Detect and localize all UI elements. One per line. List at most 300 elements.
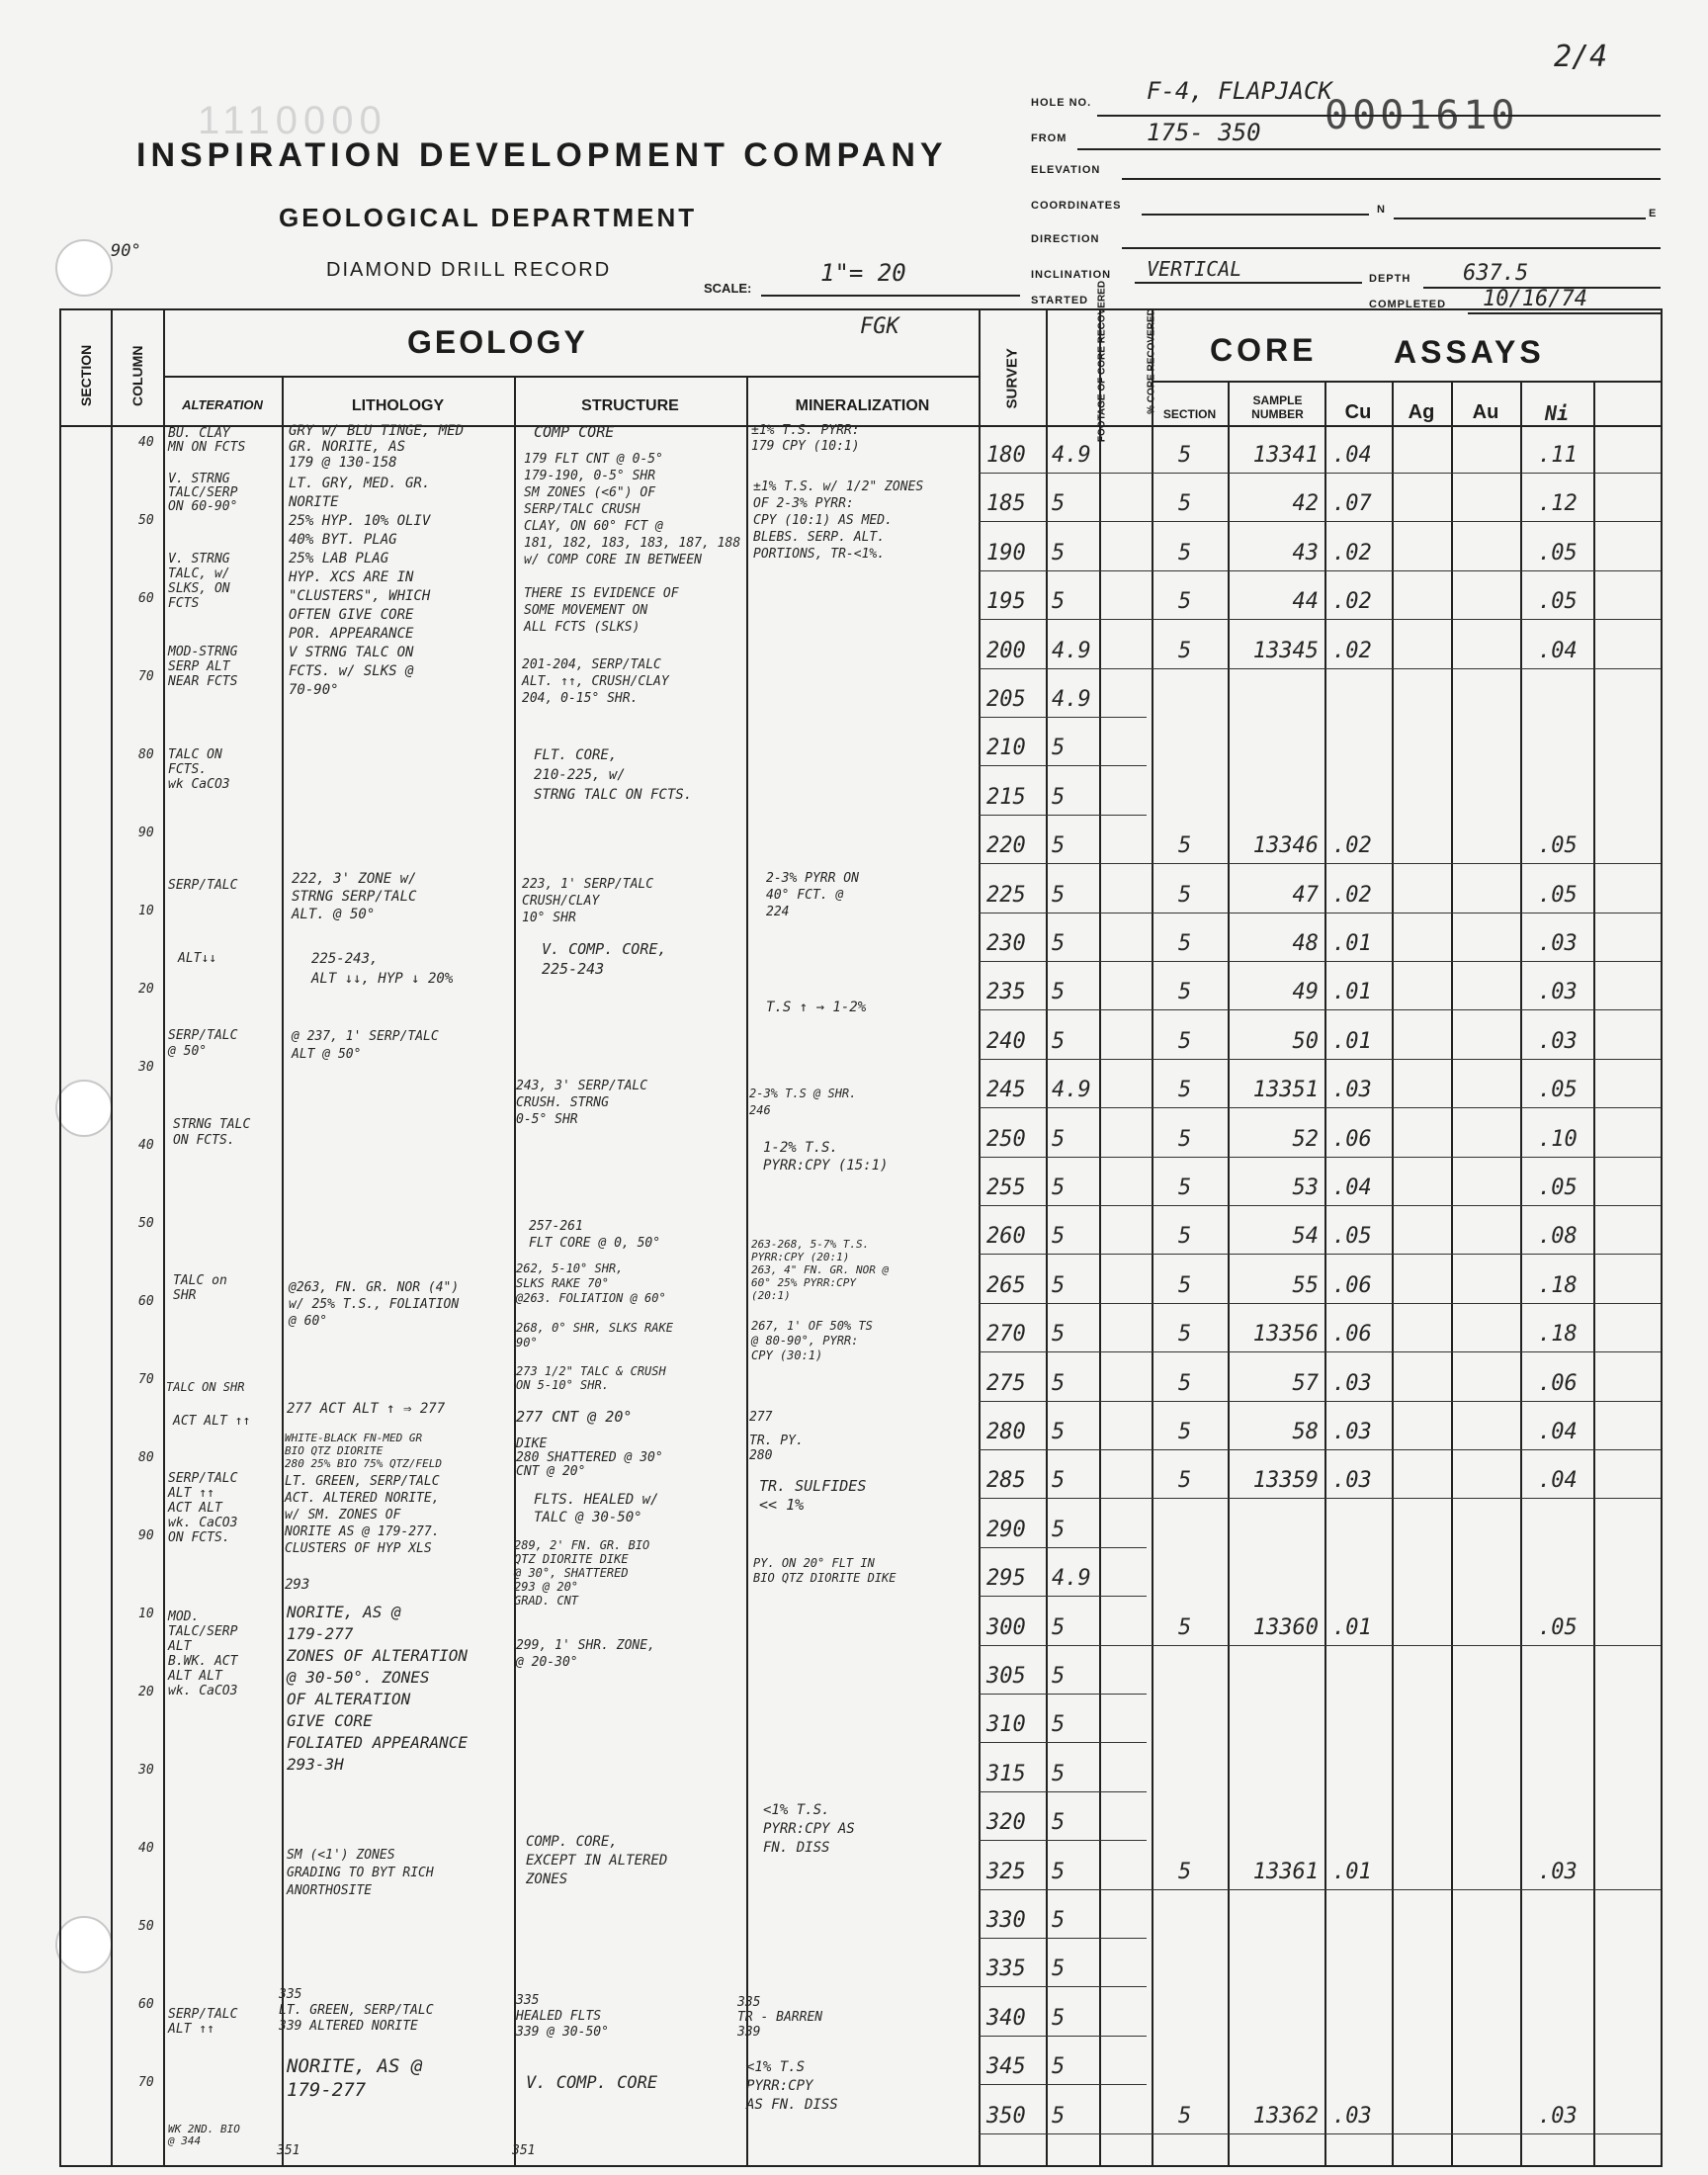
column-tick: 70 bbox=[138, 1372, 154, 1387]
assay-section: 5 bbox=[1178, 1175, 1192, 1200]
assay-section: 5 bbox=[1178, 1615, 1192, 1640]
lithology-note: WHITE-BLACK FN-MED GR BIO QTZ DIORITE 280 25% BIO 75% QTZ/FELD bbox=[285, 1432, 442, 1470]
n-label: N bbox=[1377, 204, 1386, 216]
ni-value: .18 bbox=[1538, 1322, 1578, 1347]
footage-recovered: 5 bbox=[1052, 1420, 1066, 1444]
lithology-header: LITHOLOGY bbox=[351, 397, 445, 414]
scale-underline bbox=[761, 295, 1020, 297]
direction-label: DIRECTION bbox=[1031, 233, 1100, 245]
footage-recovered: 5 bbox=[1052, 1810, 1066, 1835]
footage-recovered: 5 bbox=[1052, 1175, 1066, 1200]
sample-number: 57 bbox=[1292, 1371, 1319, 1396]
survey-depth: 235 bbox=[986, 980, 1026, 1004]
structure-note: THERE IS EVIDENCE OF SOME MOVEMENT ON ALL FCTS (SLKS) bbox=[524, 586, 679, 635]
footage-recovered: 5 bbox=[1052, 931, 1066, 956]
structure-note: COMP. CORE, EXCEPT IN ALTERED ZONES bbox=[526, 1834, 668, 1887]
completed-label: COMPLETED bbox=[1369, 299, 1447, 310]
lithology-note: LT. GREEN, SERP/TALC ACT. ALTERED NORITE, w/ SM. ZONES OF NORITE AS @ 179-277. CLUSTERS OF HYP XLS bbox=[285, 1474, 440, 1556]
ni-value: .18 bbox=[1538, 1273, 1578, 1298]
alteration-note: TALC on SHR bbox=[173, 1273, 227, 1303]
survey-depth: 320 bbox=[986, 1810, 1026, 1835]
cu-value: .02 bbox=[1332, 589, 1372, 614]
assay-section-header: SECTION bbox=[1162, 407, 1217, 421]
geology-subheader-line bbox=[163, 376, 979, 378]
coordinates-line-1 bbox=[1142, 214, 1369, 216]
survey-depth: 315 bbox=[986, 1762, 1026, 1786]
survey-depth: 325 bbox=[986, 1860, 1026, 1884]
vline-au bbox=[1520, 381, 1522, 2165]
structure-note: V. COMP. CORE, 225-243 bbox=[542, 940, 667, 978]
survey-row-line bbox=[979, 863, 1661, 864]
footage-recovered: 5 bbox=[1052, 1322, 1066, 1347]
footage-recovered: 5 bbox=[1052, 1908, 1066, 1933]
lithology-note: NORITE, AS @ 179-277 ZONES OF ALTERATION @ 30-50°. ZONES OF ALTERATION GIVE CORE FOLIATED APPEARANCE 293-3H bbox=[287, 1603, 469, 1774]
geology-title: GEOLOGY bbox=[407, 324, 588, 360]
mineralization-note: TR. PY. 280 bbox=[749, 1434, 804, 1463]
footage-recovered: 5 bbox=[1052, 980, 1066, 1004]
structure-note: 262, 5-10° SHR, SLKS RAKE 70° @263. FOLIATION @ 60° bbox=[516, 1262, 666, 1305]
survey-depth: 310 bbox=[986, 1712, 1026, 1737]
ni-value: .03 bbox=[1538, 1860, 1578, 1884]
footage-recovered: 4.9 bbox=[1052, 1566, 1091, 1591]
assay-section: 5 bbox=[1178, 1224, 1192, 1249]
sample-number: 13359 bbox=[1252, 1468, 1319, 1493]
survey-depth: 345 bbox=[986, 2054, 1026, 2079]
sample-number: 55 bbox=[1292, 1273, 1319, 1298]
logger-initials: FGK bbox=[860, 314, 899, 339]
structure-note: 223, 1' SERP/TALC CRUSH/CLAY 10° SHR bbox=[522, 877, 654, 925]
survey-depth: 195 bbox=[986, 589, 1026, 614]
mineralization-note: 1-2% T.S. PYRR:CPY (15:1) bbox=[763, 1140, 889, 1174]
vline-structure bbox=[746, 376, 748, 2165]
elevation-label: ELEVATION bbox=[1031, 164, 1101, 176]
sample-number: 50 bbox=[1292, 1029, 1319, 1054]
cu-value: .06 bbox=[1332, 1127, 1372, 1152]
alteration-note: TALC ON FCTS. wk CaCO3 bbox=[168, 747, 230, 792]
ni-value: .03 bbox=[1538, 1029, 1578, 1054]
sample-number: 42 bbox=[1292, 491, 1319, 516]
column-tick: 10 bbox=[138, 904, 154, 918]
sample-number-header: SAMPLE NUMBER bbox=[1251, 393, 1304, 421]
cu-value: .06 bbox=[1332, 1322, 1372, 1347]
column-header: COLUMN bbox=[129, 345, 145, 406]
mineralization-note: <1% T.S PYRR:CPY AS FN. DISS bbox=[746, 2059, 838, 2113]
sample-number: 13345 bbox=[1252, 639, 1319, 663]
completed-value: 10/16/74 bbox=[1483, 287, 1587, 311]
alteration-note: TALC ON SHR bbox=[166, 1380, 245, 1394]
column-tick: 30 bbox=[138, 1060, 154, 1075]
lithology-note: 351 bbox=[277, 2143, 300, 2158]
column-tick: 10 bbox=[138, 1607, 154, 1621]
inclination-label: INCLINATION bbox=[1031, 269, 1112, 281]
e-label: E bbox=[1649, 208, 1658, 219]
pct-header: % CORE RECOVERED bbox=[1146, 308, 1157, 414]
sample-number: 13361 bbox=[1252, 1860, 1319, 1884]
alteration-header: ALTERATION bbox=[182, 397, 263, 412]
footage-recovered: 5 bbox=[1052, 1518, 1066, 1542]
survey-depth: 250 bbox=[986, 1127, 1026, 1152]
inclination-value: VERTICAL bbox=[1147, 257, 1242, 281]
assay-section: 5 bbox=[1178, 589, 1192, 614]
page-number: 2/4 bbox=[1554, 40, 1608, 74]
scale-label: SCALE: bbox=[704, 281, 752, 296]
cu-value: .01 bbox=[1332, 980, 1372, 1004]
cu-value: .02 bbox=[1332, 639, 1372, 663]
assay-section: 5 bbox=[1178, 491, 1192, 516]
survey-depth: 260 bbox=[986, 1224, 1026, 1249]
column-tick: 60 bbox=[138, 591, 154, 606]
survey-depth: 205 bbox=[986, 687, 1026, 712]
sample-number: 44 bbox=[1292, 589, 1319, 614]
cu-value: .02 bbox=[1332, 541, 1372, 566]
vline-sample bbox=[1324, 381, 1326, 2165]
alteration-note: V. STRNG TALC/SERP ON 60-90° bbox=[168, 472, 238, 514]
cu-value: .03 bbox=[1332, 1078, 1372, 1102]
scale-value: 1"= 20 bbox=[820, 259, 906, 287]
assays-title: ASSAYS bbox=[1394, 334, 1545, 370]
survey-depth: 300 bbox=[986, 1615, 1026, 1640]
footage-header: FOOTAGE OF CORE RECOVERED bbox=[1096, 280, 1108, 443]
survey-depth: 220 bbox=[986, 833, 1026, 858]
survey-depth: 190 bbox=[986, 541, 1026, 566]
column-tick: 70 bbox=[138, 669, 154, 684]
survey-row-line bbox=[979, 913, 1661, 914]
ni-value: .03 bbox=[1538, 2104, 1578, 2129]
column-tick: 20 bbox=[138, 1685, 154, 1699]
structure-note: 268, 0° SHR, SLKS RAKE 90° bbox=[516, 1321, 673, 1349]
structure-note: 201-204, SERP/TALC ALT. ↑↑, CRUSH/CLAY 204, 0-15° SHR. bbox=[522, 657, 669, 706]
ni-value: .10 bbox=[1538, 1127, 1578, 1152]
survey-row-line bbox=[979, 2084, 1147, 2085]
survey-depth: 275 bbox=[986, 1371, 1026, 1396]
survey-depth: 280 bbox=[986, 1420, 1026, 1444]
binder-hole-bottom bbox=[55, 1916, 113, 1973]
sample-number: 53 bbox=[1292, 1175, 1319, 1200]
survey-depth: 290 bbox=[986, 1518, 1026, 1542]
sample-number: 58 bbox=[1292, 1420, 1319, 1444]
lithology-note: GRY w/ BLU TINGE, MED GR. NORITE, AS 179 @ 130-158 bbox=[289, 423, 465, 471]
sample-number: 13346 bbox=[1252, 833, 1319, 858]
assay-section: 5 bbox=[1178, 1860, 1192, 1884]
ni-value: .04 bbox=[1538, 1420, 1578, 1444]
cu-header: Cu bbox=[1344, 401, 1372, 423]
mineralization-note: PY. ON 20° FLT IN BIO QTZ DIORITE DIKE bbox=[753, 1556, 897, 1585]
alteration-note: STRNG TALC ON FCTS. bbox=[173, 1117, 251, 1148]
survey-row-line bbox=[979, 2133, 1661, 2134]
ni-value: .05 bbox=[1538, 541, 1578, 566]
assay-section: 5 bbox=[1178, 931, 1192, 956]
elevation-line bbox=[1122, 178, 1661, 180]
survey-depth: 255 bbox=[986, 1175, 1026, 1200]
survey-depth: 240 bbox=[986, 1029, 1026, 1054]
cu-value: .03 bbox=[1332, 1371, 1372, 1396]
mineralization-note: 277 bbox=[749, 1410, 773, 1425]
column-tick: 90 bbox=[138, 1528, 154, 1543]
survey-row-line bbox=[979, 1498, 1661, 1499]
cu-value: .04 bbox=[1332, 443, 1372, 468]
footage-recovered: 5 bbox=[1052, 1224, 1066, 1249]
survey-depth: 270 bbox=[986, 1322, 1026, 1347]
cu-value: .01 bbox=[1332, 1615, 1372, 1640]
footage-recovered: 5 bbox=[1052, 1127, 1066, 1152]
assay-section: 5 bbox=[1178, 1420, 1192, 1444]
vline-pct bbox=[1152, 308, 1153, 2167]
survey-row-line bbox=[979, 1938, 1147, 1939]
sample-number: 48 bbox=[1292, 931, 1319, 956]
structure-note: 273 1/2" TALC & CRUSH ON 5-10° SHR. bbox=[516, 1364, 666, 1392]
survey-row-line bbox=[979, 473, 1661, 474]
structure-note: 179 FLT CNT @ 0-5° 179-190, 0-5° SHR SM ZONES (<6") OF SERP/TALC CRUSH CLAY, ON 60° FCT @ 181, 182, 183, 183, 187, 188 w/ COMP CORE IN BETWEEN bbox=[524, 452, 741, 567]
alteration-note: MOD-STRNG SERP ALT NEAR FCTS bbox=[168, 645, 238, 689]
assay-section: 5 bbox=[1178, 1029, 1192, 1054]
mineralization-note: ±1% T.S. w/ 1/2" ZONES OF 2-3% PYRR: CPY (10:1) AS MED. BLEBS. SERP. ALT. PORTIONS, TR-<1%. bbox=[753, 479, 924, 562]
cu-value: .04 bbox=[1332, 1175, 1372, 1200]
section-header: SECTION bbox=[78, 344, 94, 406]
alteration-note: SERP/TALC @ 50° bbox=[168, 1028, 238, 1059]
mineralization-note: T.S ↑ → 1-2% bbox=[766, 1000, 867, 1015]
coordinates-line-2 bbox=[1394, 218, 1646, 219]
ni-header: Ni bbox=[1544, 401, 1570, 425]
survey-depth: 245 bbox=[986, 1078, 1026, 1102]
mineralization-note: 2-3% PYRR ON 40° FCT. @ 224 bbox=[766, 871, 859, 919]
ni-value: .05 bbox=[1538, 589, 1578, 614]
cu-value: .05 bbox=[1332, 1224, 1372, 1249]
assay-section: 5 bbox=[1178, 833, 1192, 858]
mineralization-header: MINERALIZATION bbox=[795, 397, 930, 414]
cu-value: .02 bbox=[1332, 833, 1372, 858]
footage-recovered: 5 bbox=[1052, 1371, 1066, 1396]
column-tick: 80 bbox=[138, 1450, 154, 1465]
assay-section: 5 bbox=[1178, 980, 1192, 1004]
alteration-note: V. STRNG TALC, w/ SLKS, ON FCTS bbox=[168, 552, 230, 611]
cu-value: .02 bbox=[1332, 883, 1372, 908]
company-title: INSPIRATION DEVELOPMENT COMPANY bbox=[136, 136, 948, 174]
column-tick: 40 bbox=[138, 1138, 154, 1153]
cu-value: .01 bbox=[1332, 1029, 1372, 1054]
structure-note: 335 HEALED FLTS 339 @ 30-50° bbox=[516, 1993, 609, 2040]
survey-row-line bbox=[979, 815, 1147, 816]
column-tick: 50 bbox=[138, 1216, 154, 1231]
survey-row-line bbox=[979, 1351, 1661, 1352]
survey-row-line bbox=[979, 1254, 1661, 1255]
hole-no-label: HOLE NO. bbox=[1031, 97, 1092, 109]
alteration-note: BU. CLAY MN ON FCTS bbox=[168, 426, 246, 455]
survey-row-line bbox=[979, 1645, 1661, 1646]
faded-stamp: 1110000 bbox=[198, 99, 387, 142]
angle-note: 90° bbox=[111, 241, 141, 261]
survey-depth: 335 bbox=[986, 1957, 1026, 1981]
column-tick: 20 bbox=[138, 982, 154, 997]
vline-ni bbox=[1593, 381, 1595, 2165]
cu-value: .03 bbox=[1332, 1420, 1372, 1444]
survey-depth: 285 bbox=[986, 1468, 1026, 1493]
survey-row-line bbox=[979, 570, 1661, 571]
table-top-border bbox=[59, 308, 1661, 310]
ni-value: .05 bbox=[1538, 1175, 1578, 1200]
vline-left bbox=[59, 308, 61, 2167]
column-tick: 70 bbox=[138, 2075, 154, 2090]
structure-note: COMP CORE bbox=[534, 423, 615, 441]
survey-depth: 295 bbox=[986, 1566, 1026, 1591]
binder-hole-middle bbox=[55, 1080, 113, 1137]
lithology-note: 222, 3' ZONE w/ STRNG SERP/TALC ALT. @ 50° bbox=[292, 871, 417, 922]
vline-footage bbox=[1099, 308, 1101, 2167]
sample-number: 43 bbox=[1292, 541, 1319, 566]
structure-note: 299, 1' SHR. ZONE, @ 20-30° bbox=[516, 1638, 655, 1670]
alteration-note: ALT↓↓ bbox=[178, 951, 217, 966]
column-tick: 80 bbox=[138, 747, 154, 762]
table-bottom-border bbox=[59, 2165, 1661, 2167]
alteration-note: MOD. TALC/SERP ALT B.WK. ACT ALT ALT wk. CaCO3 bbox=[168, 1610, 238, 1698]
alteration-note: SERP/TALC ALT ↑↑ ACT ALT wk. CaCO3 ON FCTS. bbox=[168, 1471, 238, 1545]
column-tick: 60 bbox=[138, 1294, 154, 1309]
survey-row-line bbox=[979, 619, 1661, 620]
survey-row-line bbox=[979, 1401, 1661, 1402]
mineralization-note: 267, 1' OF 50% TS @ 80-90°, PYRR: CPY (30:1) bbox=[751, 1319, 873, 1362]
mineralization-note: ±1% T.S. PYRR: 179 CPY (10:1) bbox=[751, 423, 860, 454]
ni-value: .03 bbox=[1538, 980, 1578, 1004]
ni-value: .06 bbox=[1538, 1371, 1578, 1396]
ni-value: .03 bbox=[1538, 931, 1578, 956]
vline-right bbox=[1661, 308, 1663, 2167]
sample-number: 13351 bbox=[1252, 1078, 1319, 1102]
sample-number: 49 bbox=[1292, 980, 1319, 1004]
survey-row-line bbox=[979, 1205, 1661, 1206]
survey-depth: 330 bbox=[986, 1908, 1026, 1933]
survey-row-line bbox=[979, 1449, 1661, 1450]
footage-recovered: 5 bbox=[1052, 491, 1066, 516]
structure-header: STRUCTURE bbox=[581, 397, 679, 414]
column-tick: 40 bbox=[138, 435, 154, 450]
footage-recovered: 4.9 bbox=[1052, 639, 1091, 663]
survey-row-line bbox=[979, 961, 1661, 962]
survey-row-line bbox=[979, 1157, 1661, 1158]
ni-value: .12 bbox=[1538, 491, 1578, 516]
au-header: Au bbox=[1472, 401, 1499, 423]
survey-row-line bbox=[979, 1547, 1147, 1548]
vline-ag bbox=[1451, 381, 1453, 2165]
mineralization-note: 263-268, 5-7% T.S. PYRR:CPY (20:1) 263, 4" FN. GR. NOR @ 60° 25% PYRR:CPY (20:1) bbox=[751, 1238, 890, 1302]
ni-value: .05 bbox=[1538, 833, 1578, 858]
binder-hole-top bbox=[55, 239, 113, 297]
completed-line bbox=[1468, 312, 1661, 314]
ni-value: .04 bbox=[1538, 639, 1578, 663]
survey-depth: 180 bbox=[986, 443, 1026, 468]
sample-number: 13356 bbox=[1252, 1322, 1319, 1347]
survey-depth: 230 bbox=[986, 931, 1026, 956]
structure-note: FLT. CORE, 210-225, w/ STRNG TALC ON FCTS. bbox=[534, 747, 693, 803]
footage-recovered: 5 bbox=[1052, 589, 1066, 614]
survey-row-line bbox=[979, 521, 1661, 522]
started-label: STARTED bbox=[1031, 295, 1089, 306]
structure-note: 257-261 FLT CORE @ 0, 50° bbox=[529, 1219, 661, 1251]
lithology-note: @263, FN. GR. NOR (4") w/ 25% T.S., FOLIATION @ 60° bbox=[289, 1280, 460, 1329]
hole-no-line bbox=[1097, 115, 1661, 117]
cu-value: .01 bbox=[1332, 1860, 1372, 1884]
footage-recovered: 5 bbox=[1052, 736, 1066, 760]
from-value: 175- 350 bbox=[1147, 119, 1261, 146]
column-tick: 60 bbox=[138, 1997, 154, 2012]
vline-section bbox=[111, 308, 113, 2167]
vline-alteration bbox=[282, 376, 284, 2165]
footage-recovered: 5 bbox=[1052, 833, 1066, 858]
alteration-note: WK 2ND. BIO @ 344 bbox=[168, 2123, 240, 2147]
cu-value: .01 bbox=[1332, 931, 1372, 956]
survey-header: SURVEY bbox=[1003, 348, 1021, 409]
footage-recovered: 5 bbox=[1052, 541, 1066, 566]
footage-recovered: 5 bbox=[1052, 1615, 1066, 1640]
sample-number: 54 bbox=[1292, 1224, 1319, 1249]
column-tick: 40 bbox=[138, 1841, 154, 1856]
department-title: GEOLOGICAL DEPARTMENT bbox=[279, 203, 698, 232]
column-tick: 30 bbox=[138, 1763, 154, 1778]
survey-row-line bbox=[979, 1791, 1147, 1792]
ag-header: Ag bbox=[1408, 401, 1435, 423]
vline-mineral bbox=[979, 308, 981, 2167]
footage-recovered: 5 bbox=[1052, 1273, 1066, 1298]
assay-section: 5 bbox=[1178, 1322, 1192, 1347]
vline-survey bbox=[1046, 308, 1048, 2167]
depth-label: DEPTH bbox=[1369, 273, 1411, 285]
survey-row-line bbox=[979, 1009, 1661, 1010]
assay-section: 5 bbox=[1178, 1468, 1192, 1493]
assay-section: 5 bbox=[1178, 1273, 1192, 1298]
footage-recovered: 4.9 bbox=[1052, 443, 1091, 468]
vline-asec bbox=[1228, 381, 1230, 2165]
ni-value: .11 bbox=[1538, 443, 1578, 468]
survey-depth: 350 bbox=[986, 2104, 1026, 2129]
footage-recovered: 5 bbox=[1052, 1860, 1066, 1884]
structure-note: 243, 3' SERP/TALC CRUSH. STRNG 0-5° SHR bbox=[516, 1079, 648, 1127]
vline-column bbox=[163, 308, 165, 2167]
survey-row-line bbox=[979, 2036, 1147, 2037]
sample-number: 52 bbox=[1292, 1127, 1319, 1152]
survey-row-line bbox=[979, 1694, 1147, 1695]
survey-row-line bbox=[979, 668, 1661, 669]
mineralization-note: 335 TR - BARREN 339 bbox=[737, 1995, 823, 2040]
survey-row-line bbox=[979, 1059, 1661, 1060]
survey-row-line bbox=[979, 1889, 1661, 1890]
direction-line bbox=[1122, 247, 1661, 249]
hole-no-value: F-4, FLAPJACK bbox=[1147, 77, 1332, 105]
footage-recovered: 5 bbox=[1052, 1029, 1066, 1054]
assay-section: 5 bbox=[1178, 883, 1192, 908]
column-tick: 90 bbox=[138, 826, 154, 840]
mineralization-note: 2-3% T.S @ SHR. 246 bbox=[749, 1087, 857, 1117]
ni-value: .05 bbox=[1538, 1078, 1578, 1102]
survey-row-line bbox=[979, 1303, 1661, 1304]
assay-section: 5 bbox=[1178, 1078, 1192, 1102]
lithology-note: 293 bbox=[285, 1577, 310, 1593]
ni-value: .05 bbox=[1538, 883, 1578, 908]
sample-number: 47 bbox=[1292, 883, 1319, 908]
record-title: DIAMOND DRILL RECORD bbox=[326, 259, 612, 281]
inclination-line bbox=[1135, 282, 1362, 284]
survey-depth: 305 bbox=[986, 1664, 1026, 1689]
column-tick: 50 bbox=[138, 1919, 154, 1934]
survey-depth: 215 bbox=[986, 785, 1026, 810]
survey-depth: 210 bbox=[986, 736, 1026, 760]
from-line bbox=[1077, 148, 1661, 150]
survey-depth: 200 bbox=[986, 639, 1026, 663]
lithology-note: @ 237, 1' SERP/TALC ALT @ 50° bbox=[292, 1029, 439, 1062]
lithology-note: SM (<1') ZONES GRADING TO BYT RICH ANORTHOSITE bbox=[287, 1848, 434, 1898]
cu-value: .06 bbox=[1332, 1273, 1372, 1298]
mineralization-note: TR. SULFIDES << 1% bbox=[759, 1477, 867, 1514]
assay-section: 5 bbox=[1178, 2104, 1192, 2129]
footage-recovered: 5 bbox=[1052, 2006, 1066, 2031]
ni-value: .05 bbox=[1538, 1615, 1578, 1640]
